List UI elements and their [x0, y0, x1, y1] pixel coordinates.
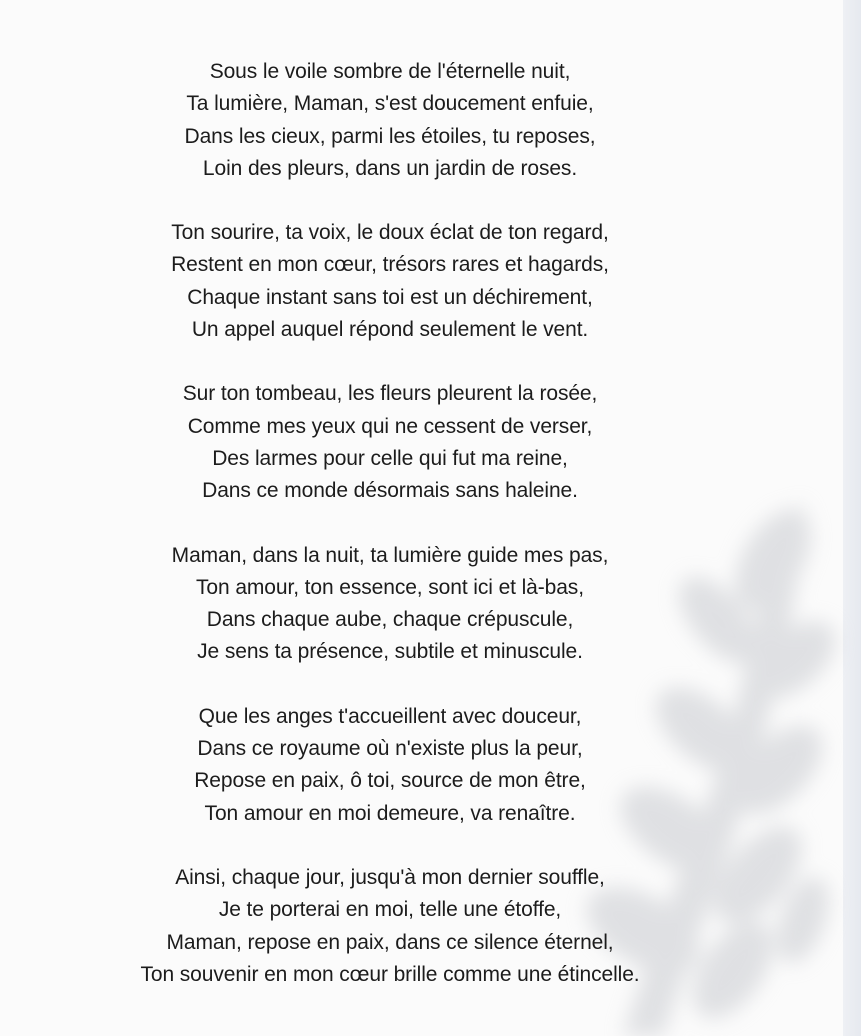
- poem-line: Ton souvenir en mon cœur brille comme une étincelle.: [140, 962, 640, 986]
- poem-line: Ton amour en moi demeure, va renaître.: [204, 801, 576, 825]
- poem-line: Je sens ta présence, subtile et minuscule.: [197, 640, 583, 664]
- poem: [0, 56, 780, 1023]
- poem-line: Restent en mon cœur, trésors rares et hagards,: [171, 253, 609, 277]
- poem-line: Je te porterai en moi, telle une étoffe,: [218, 898, 562, 922]
- poem-line: Chaque instant sans toi est un déchirement,: [187, 285, 593, 309]
- poem-line: Loin des pleurs, dans un jardin de roses.: [202, 156, 578, 180]
- poem-line: Maman, repose en paix, dans ce silence éternel,: [166, 930, 614, 954]
- right-edge-band: [843, 0, 861, 1036]
- poem-line: Maman, dans la nuit, ta lumière guide mes pas,: [171, 543, 609, 567]
- poem-line: Ta lumière, Maman, s'est doucement enfuie,: [186, 92, 594, 116]
- poem-line: Dans ce monde désormais sans haleine.: [202, 479, 578, 503]
- stanza: [0, 701, 780, 830]
- poem-line: Que les anges t'accueillent avec douceur,: [198, 704, 582, 728]
- poem-line: Ton sourire, ta voix, le doux éclat de ton regard,: [171, 221, 609, 245]
- stanza: [0, 217, 780, 346]
- poem-line: Dans chaque aube, chaque crépuscule,: [206, 608, 574, 632]
- poem-line: Sous le voile sombre de l'éternelle nuit,: [209, 60, 571, 83]
- stanza: [0, 378, 780, 507]
- poem-line: Ton amour, ton essence, sont ici et là-bas,: [196, 575, 584, 599]
- stanza: [0, 56, 780, 185]
- poem-line: Comme mes yeux qui ne cessent de verser,: [187, 414, 593, 438]
- stanza: [0, 540, 780, 669]
- poem-line: Des larmes pour celle qui fut ma reine,: [212, 446, 568, 470]
- stanza: [0, 862, 780, 991]
- poem-line: Ainsi, chaque jour, jusqu'à mon dernier souffle,: [175, 865, 605, 889]
- poem-line: Sur ton tombeau, les fleurs pleurent la rosée,: [182, 382, 598, 406]
- poem-line: Un appel auquel répond seulement le vent.: [191, 318, 589, 342]
- poem-line: Dans les cieux, parmi les étoiles, tu reposes,: [184, 124, 596, 148]
- poem-line: Dans ce royaume où n'existe plus la peur,: [197, 737, 583, 761]
- poem-line: Repose en paix, ô toi, source de mon être,: [194, 769, 586, 793]
